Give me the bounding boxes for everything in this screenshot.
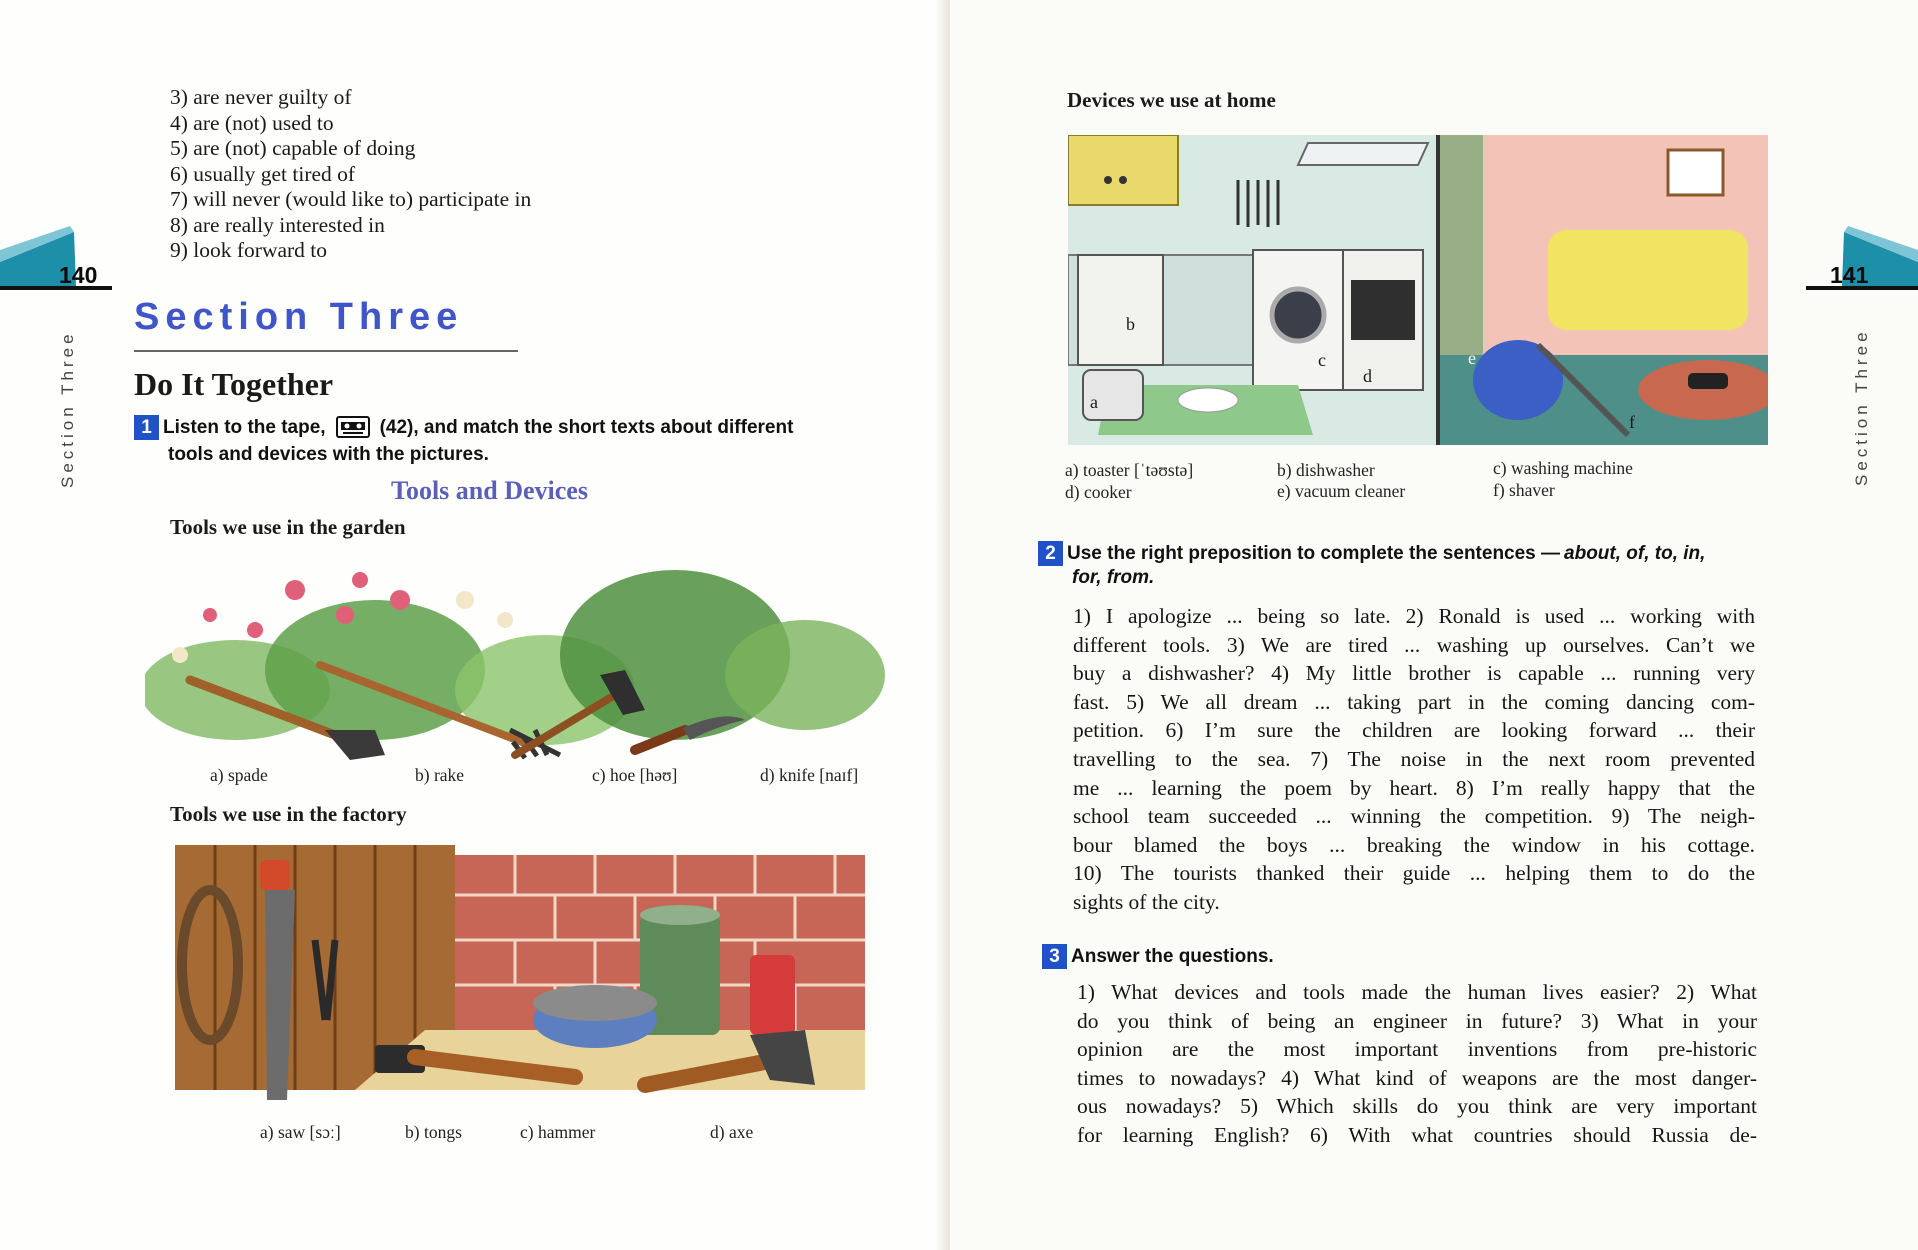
task-2-prepositions: about, of, to, in,: [1564, 543, 1706, 564]
paragraph-line: travelling to the sea. 7) The noise in the next room prevented: [1073, 746, 1755, 771]
factory-caption-axe: d) axe: [710, 1122, 754, 1142]
list-item: 5) are (not) capable of doing: [170, 136, 416, 160]
factory-title: Tools we use in the factory: [170, 802, 407, 826]
home-label-d: d: [1363, 366, 1372, 386]
section-title-rule: [134, 350, 518, 352]
paragraph-line: me ... learning the poem by heart. 8) I’m really happy that the: [1073, 775, 1755, 800]
home-label-b: b: [1126, 314, 1135, 334]
home-label-f: f: [1629, 412, 1635, 432]
paragraph-line: fast. 5) We all dream ... taking part in the coming dancing com-: [1073, 689, 1755, 714]
list-item: 3) are never guilty of: [170, 85, 352, 109]
cooker-hood-icon: [1298, 143, 1428, 165]
home-caption-dishwasher: b) dishwasher: [1277, 460, 1375, 480]
paragraph-line: ous nowadays? 5) Which skills do you think are very important: [1077, 1094, 1757, 1119]
home-caption-washing-machine: c) washing machine: [1493, 458, 1633, 478]
list-item: 8) are really interested in: [170, 212, 385, 237]
task-2-instruction: Use the right preposition to complete the sentences —: [1067, 543, 1561, 564]
paragraph-line: sights of the city.: [1073, 889, 1220, 914]
garden-illustration: [145, 560, 885, 760]
paragraph-line: 1) What devices and tools made the human lives easier? 2) What: [1077, 980, 1757, 1004]
shaver-icon: [1688, 373, 1728, 389]
task-3-instruction: Answer the questions.: [1071, 946, 1274, 967]
factory-illustration: [175, 845, 865, 1105]
task-2: [1038, 541, 1758, 590]
home-caption-toaster: a) toaster [ˈtəʊstə]: [1065, 460, 1194, 480]
right-page: [950, 0, 1918, 1250]
task-1-text-after: (42), and match the short texts about different: [379, 417, 794, 438]
lesson-title: Do It Together: [134, 366, 334, 402]
saw-handle-icon: [260, 860, 290, 890]
cassette-icon: [336, 416, 370, 443]
paragraph-line: different tools. 3) We are tired ... washing up ourselves. Can’t we: [1073, 632, 1755, 657]
home-label-a: a: [1090, 392, 1098, 412]
side-section-label: Section Three: [58, 330, 77, 488]
continuation-list: [170, 85, 531, 264]
garden-caption-spade: a) spade: [210, 765, 268, 785]
paragraph-line: school team succeeded ... winning the competition. 9) The neigh-: [1073, 804, 1755, 829]
side-section-label: Section Three: [1852, 328, 1871, 486]
list-item: 7) will never (would like to) participate in: [170, 187, 532, 211]
task-3-paragraph: [1077, 978, 1757, 1150]
vacuum-cleaner-icon: [1473, 340, 1563, 420]
home-illustration: [1068, 135, 1768, 445]
task-3: [1042, 944, 1762, 969]
paragraph-line: bour blamed the boys ... breaking the window in his cottage.: [1073, 832, 1755, 857]
page-number: 140: [59, 262, 98, 288]
paragraph-line: for learning English? 6) With what countries should Russia de-: [1077, 1122, 1757, 1147]
paragraph-line: do you think of being an engineer in future? 3) What in your: [1077, 1008, 1757, 1033]
garden-caption-hoe: c) hoe [həʊ]: [592, 765, 678, 785]
list-item: 4) are (not) used to: [170, 110, 334, 135]
paragraph-line: 10) The tourists thanked their guide ... helping them to do the: [1073, 861, 1755, 886]
paragraph-line: times to nowadays? 4) What kind of weapons are the most danger-: [1077, 1065, 1757, 1090]
garden-caption-knife: d) knife [naɪf]: [760, 765, 859, 785]
red-jar-icon: [750, 955, 795, 1035]
paragraph-line: 1) I apologize ... being so late. 2) Ronald is used ... working with: [1073, 604, 1755, 628]
garden-caption-rake: b) rake: [415, 765, 465, 785]
subtitle: Tools and Devices: [391, 476, 588, 505]
paragraph-line: opinion are the most important inventions from pre-historic: [1077, 1037, 1757, 1062]
home-caption-vacuum-cleaner: e) vacuum cleaner: [1277, 481, 1406, 501]
task-1-text-line2: tools and devices with the pictures.: [168, 443, 489, 465]
spade-blade-icon: [325, 730, 385, 760]
task-1: [134, 415, 904, 467]
task-2-prepositions-line2: for, from.: [1072, 567, 1155, 588]
home-caption-shaver: f) shaver: [1493, 480, 1555, 500]
factory-caption-tongs: b) tongs: [405, 1122, 462, 1142]
task-number-badge: 1: [134, 415, 159, 440]
left-page: [0, 0, 950, 1250]
section-title: Section Three: [134, 296, 464, 338]
sofa-icon: [1548, 230, 1748, 330]
home-caption-cooker: d) cooker: [1065, 482, 1132, 502]
paragraph-line: petition. 6) I’m sure the children are looking forward ... their: [1073, 718, 1755, 743]
task-1-text-before: Listen to the tape,: [163, 417, 326, 438]
home-label-e: e: [1468, 348, 1476, 368]
kitchen-cabinet-icon: [1068, 135, 1178, 205]
factory-caption-saw: a) saw [sɔː]: [260, 1122, 341, 1142]
home-title: Devices we use at home: [1067, 88, 1276, 112]
list-item: 9) look forward to: [170, 238, 328, 262]
task-number-badge: 2: [1038, 541, 1063, 566]
dishwasher-icon: [1078, 255, 1163, 365]
wall-picture-icon: [1668, 150, 1723, 195]
garden-title: Tools we use in the garden: [170, 515, 406, 539]
list-item: 6) usually get tired of: [170, 161, 356, 186]
page-number: 141: [1830, 262, 1869, 288]
paragraph-line: buy a dishwasher? 4) My little brother is capable ... running very: [1073, 661, 1755, 686]
task-2-paragraph: [1073, 602, 1755, 917]
task-number-badge: 3: [1042, 944, 1067, 969]
home-label-c: c: [1318, 350, 1326, 370]
factory-caption-hammer: c) hammer: [520, 1122, 596, 1142]
